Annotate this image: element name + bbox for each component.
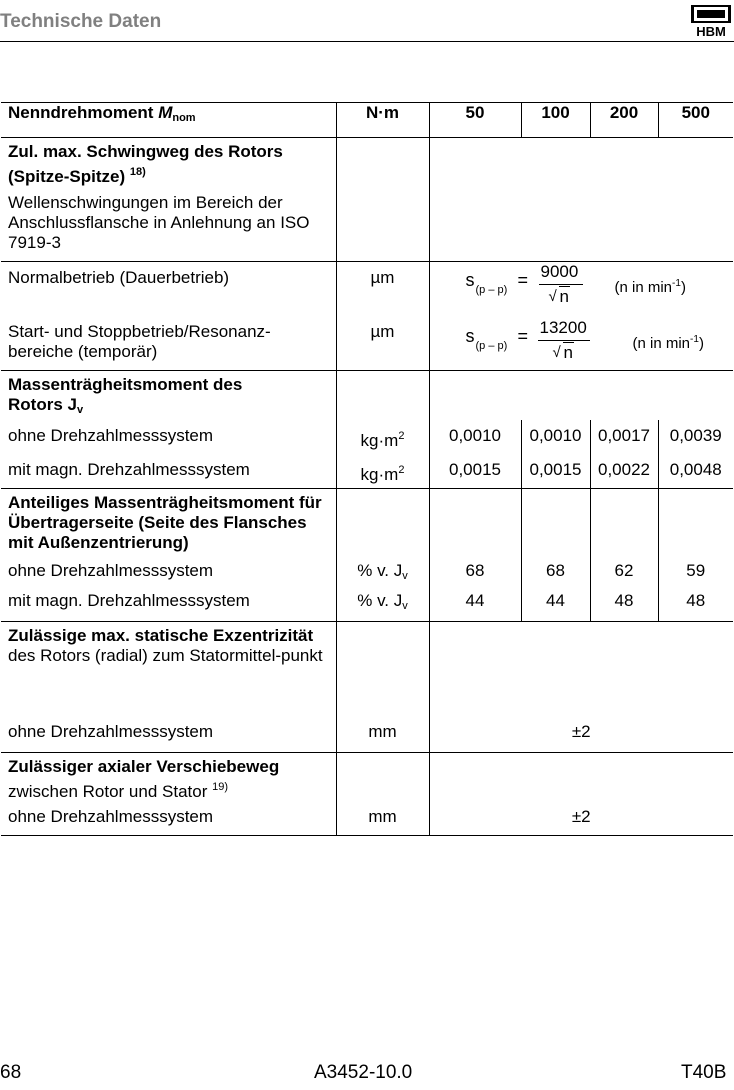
formula-startstop: s (p – p) = 13200 √ n (n in $\min^{-1}$) bbox=[429, 318, 733, 371]
header-title: Technische Daten bbox=[0, 11, 162, 32]
cell-value: 68 bbox=[429, 555, 521, 587]
traegheit-title: Massenträgheitsmoment des Rotors $J_v$ bbox=[8, 375, 243, 416]
table-row bbox=[1, 262, 733, 319]
row-label: Start- und Stoppbetrieb/Resonanz-bereiche (temporär) bbox=[8, 322, 271, 361]
hbm-logo bbox=[690, 4, 732, 38]
header-value: 500 bbox=[658, 103, 733, 138]
section-anteil-title bbox=[1, 489, 733, 556]
row-unit: $kg\cdot m^2$ bbox=[336, 420, 429, 456]
section-traegheit-title bbox=[1, 371, 733, 421]
row-label: ohne Drehzahlmesssystem bbox=[8, 807, 214, 826]
cell-value: ±2 bbox=[429, 720, 733, 753]
cell-value: 0,0022 bbox=[590, 456, 658, 489]
section-verschiebeweg bbox=[1, 753, 733, 808]
verschiebeweg-title: Zulässiger axialer Verschiebeweg zwischen Rotor und Stator $^{19)}$ bbox=[8, 757, 280, 801]
header-value: 50 bbox=[429, 103, 521, 138]
cell-value: 59 bbox=[658, 555, 733, 587]
table-row bbox=[1, 587, 733, 622]
row-unit: µm bbox=[336, 262, 429, 319]
section-schwingweg-title bbox=[1, 138, 733, 188]
document-number: A3452-10.0 bbox=[314, 1062, 413, 1083]
section-exzentrizitaet bbox=[1, 622, 733, 721]
table-row bbox=[1, 720, 733, 753]
table-row bbox=[1, 555, 733, 587]
table-header-row bbox=[1, 103, 733, 138]
cell-value: 0,0015 bbox=[429, 456, 521, 489]
page-header bbox=[0, 0, 734, 42]
row-unit: mm bbox=[336, 720, 429, 753]
cell-value: 0,0010 bbox=[521, 420, 590, 456]
row-unit: % v. $J_v$ bbox=[336, 587, 429, 622]
schwingweg-desc: Wellenschwingungen im Bereich der Anschlussflansche in Anlehnung an ISO 7919-3 bbox=[8, 193, 310, 252]
row-unit: mm bbox=[336, 807, 429, 836]
nominal-torque-label: Nenndrehmoment $M_{nom}$ bbox=[8, 103, 196, 124]
cell-value: 0,0015 bbox=[521, 456, 590, 489]
row-unit: % v. $J_v$ bbox=[336, 555, 429, 587]
formula-normal: s (p – p) = 9000 √ n (n in $\min^{-1}$) bbox=[429, 262, 733, 319]
cell-value: 62 bbox=[590, 555, 658, 587]
table-row bbox=[1, 456, 733, 489]
row-label: ohne Drehzahlmesssystem bbox=[8, 561, 214, 580]
cell-value: ±2 bbox=[429, 807, 733, 836]
header-rule bbox=[0, 41, 734, 42]
cell-value: 68 bbox=[521, 555, 590, 587]
row-unit: $kg\cdot m^2$ bbox=[336, 456, 429, 489]
nominal-torque-unit: N·m bbox=[336, 103, 429, 138]
table-row bbox=[1, 318, 733, 371]
row-label: mit magn. Drehzahlmesssystem bbox=[8, 460, 250, 479]
cell-value: 44 bbox=[429, 587, 521, 622]
row-label: ohne Drehzahlmesssystem bbox=[8, 722, 214, 741]
cell-value: 44 bbox=[521, 587, 590, 622]
table-row bbox=[1, 807, 733, 836]
spec-table bbox=[1, 102, 733, 836]
cell-value: 0,0010 bbox=[429, 420, 521, 456]
cell-value: 48 bbox=[658, 587, 733, 622]
cell-value: 0,0039 bbox=[658, 420, 733, 456]
logo-text: HBM bbox=[696, 24, 726, 38]
row-unit: µm bbox=[336, 318, 429, 371]
page-footer bbox=[0, 1062, 734, 1086]
cell-value: 0,0017 bbox=[590, 420, 658, 456]
exzentrizitaet-title: Zulässige max. statische Exzentrizität des Rotors (radial) zum Statormittel-punkt bbox=[8, 626, 323, 665]
table-row bbox=[1, 420, 733, 456]
header-value: 200 bbox=[590, 103, 658, 138]
page-number: 68 bbox=[0, 1062, 22, 1083]
cell-value: 0,0048 bbox=[658, 456, 733, 489]
row-label: Normalbetrieb (Dauerbetrieb) bbox=[8, 268, 230, 287]
anteil-title: Anteiliges Massenträgheitsmoment für Übertragerseite (Seite des Flansches mit Außenzentrierung) bbox=[8, 493, 322, 552]
product-name: T40B bbox=[681, 1062, 727, 1083]
row-label: ohne Drehzahlmesssystem bbox=[8, 426, 214, 445]
schwingweg-desc-row bbox=[1, 187, 733, 262]
cell-value: 48 bbox=[590, 587, 658, 622]
row-label: mit magn. Drehzahlmesssystem bbox=[8, 591, 250, 610]
header-value: 100 bbox=[521, 103, 590, 138]
schwingweg-title: Zul. max. Schwingweg des Rotors (Spitze-Spitze) $^{18)}$ bbox=[8, 142, 283, 186]
